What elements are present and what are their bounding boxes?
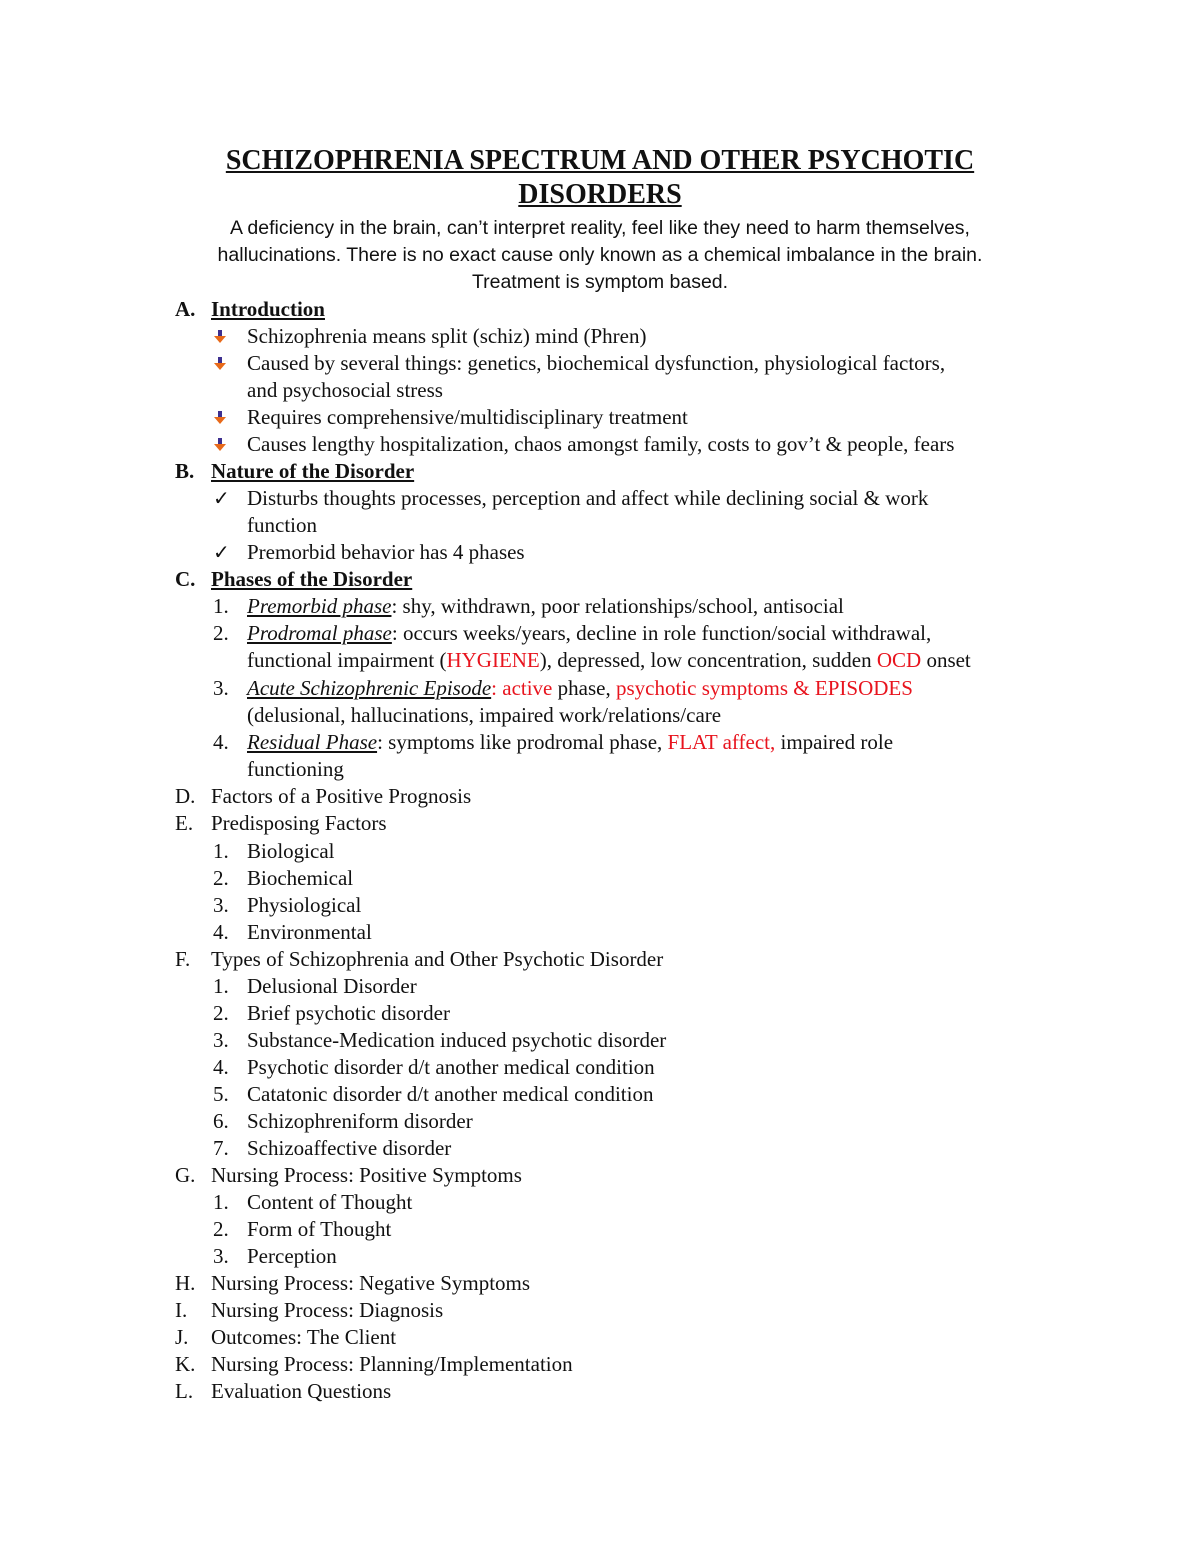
list-item: Schizoaffective disorder <box>247 1136 452 1160</box>
phase-1-name: Premorbid phase <box>247 594 392 618</box>
psychotic-symptoms-highlight: psychotic symptoms & EPISODES <box>615 676 913 700</box>
arrow-down-bullet-icon <box>213 431 227 458</box>
section-heading-prognosis: Factors of a Positive Prognosis <box>211 784 472 808</box>
ocd-highlight: OCD <box>876 648 922 672</box>
section-letter-e: E. <box>175 811 194 835</box>
list-item: Form of Thought <box>247 1217 392 1241</box>
section-heading-nature: Nature of the Disorder <box>211 459 415 483</box>
section-heading-diagnosis: Nursing Process: Diagnosis <box>211 1298 444 1322</box>
list-number: 4. <box>213 1055 229 1079</box>
list-number: 2. <box>213 1001 229 1025</box>
list-number: 3. <box>213 1028 229 1052</box>
phase-4-name: Residual Phase <box>247 730 378 754</box>
section-heading-types: Types of Schizophrenia and Other Psychotic Disorder <box>211 947 664 971</box>
intro-bullet-1: Schizophrenia means split (schiz) mind (Phren) <box>247 324 647 348</box>
list-item: Biochemical <box>247 866 354 890</box>
phase-3-text: phase, <box>552 676 616 700</box>
list-item: Content of Thought <box>247 1190 413 1214</box>
phase-1 <box>247 593 844 620</box>
list-item: Brief psychotic disorder <box>247 1001 450 1025</box>
section-heading-positive-symptoms: Nursing Process: Positive Symptoms <box>211 1163 522 1187</box>
intro-line-3: Treatment is symptom based. <box>471 271 729 293</box>
list-number: 1. <box>213 839 229 863</box>
intro-bullet-2-line-1: Caused by several things: genetics, biochemical dysfunction, physiological factors, <box>247 351 946 375</box>
section-heading-planning: Nursing Process: Planning/Implementation <box>211 1352 573 1376</box>
hygiene-highlight: HYGIENE <box>446 648 540 672</box>
phase-number-2: 2. <box>213 621 229 645</box>
list-number: 3. <box>213 893 229 917</box>
list-item: Schizophreniform disorder <box>247 1109 473 1133</box>
section-letter-i: I. <box>175 1298 188 1322</box>
section-heading-predisposing: Predisposing Factors <box>211 811 387 835</box>
section-heading-introduction: Introduction <box>211 297 325 321</box>
phase-2-text-c: onset <box>921 648 971 672</box>
title-line-1: SCHIZOPHRENIA SPECTRUM AND OTHER PSYCHOTIC <box>225 145 975 176</box>
phase-2-name: Prodromal phase <box>247 621 392 645</box>
phase-4-text-a: : symptoms like prodromal phase, <box>377 730 668 754</box>
list-item: Psychotic disorder d/t another medical condition <box>247 1055 655 1079</box>
list-item: Environmental <box>247 920 372 944</box>
phase-4-line-2: functioning <box>247 757 344 781</box>
phase-3-line-1 <box>247 675 913 702</box>
section-heading-phases: Phases of the Disorder <box>211 567 413 591</box>
list-number: 2. <box>213 1217 229 1241</box>
intro-line-2: hallucinations. There is no exact cause only known as a chemical imbalance in the brain. <box>217 244 983 266</box>
title-line-2: DISORDERS <box>518 179 682 210</box>
phase-3-line-2: (delusional, hallucinations, impaired work/relations/care <box>247 703 722 727</box>
section-letter-b: B. <box>175 459 195 483</box>
section-letter-h: H. <box>175 1271 196 1295</box>
check-icon: ✓ <box>213 540 230 564</box>
intro-bullet-4: Causes lengthy hospitalization, chaos amongst family, costs to gov’t & people, fears <box>247 432 955 456</box>
phase-number-4: 4. <box>213 730 229 754</box>
section-letter-c: C. <box>175 567 196 591</box>
phase-4-text-b: impaired role <box>775 730 894 754</box>
arrow-down-bullet-icon <box>213 404 227 431</box>
section-heading-evaluation: Evaluation Questions <box>211 1379 392 1403</box>
list-number: 7. <box>213 1136 229 1160</box>
nature-bullet-2: Premorbid behavior has 4 phases <box>247 540 525 564</box>
phase-1-description: : shy, withdrawn, poor relationships/school, antisocial <box>391 594 844 618</box>
phase-2-text-b: ), depressed, low concentration, sudden <box>539 648 877 672</box>
arrow-down-bullet-icon <box>213 350 227 377</box>
document-title <box>150 144 1050 212</box>
arrow-down-bullet-icon <box>213 323 227 350</box>
nature-bullet-1-line-2: function <box>247 513 317 537</box>
active-highlight: active <box>497 676 553 700</box>
section-heading-negative-symptoms: Nursing Process: Negative Symptoms <box>211 1271 531 1295</box>
section-letter-d: D. <box>175 784 196 808</box>
phase-number-3: 3. <box>213 676 229 700</box>
phase-4-line-1 <box>247 729 893 756</box>
nature-bullet-1-line-1: Disturbs thoughts processes, perception and affect while declining social & work <box>247 486 929 510</box>
section-heading-outcomes: Outcomes: The Client <box>211 1325 397 1349</box>
list-number: 1. <box>213 1190 229 1214</box>
section-letter-g: G. <box>175 1163 196 1187</box>
list-number: 2. <box>213 866 229 890</box>
intro-line-1: A deficiency in the brain, can’t interpret reality, feel like they need to harm themselves, <box>230 217 970 239</box>
list-number: 4. <box>213 920 229 944</box>
list-item: Biological <box>247 839 335 863</box>
list-item: Physiological <box>247 893 362 917</box>
list-number: 5. <box>213 1082 229 1106</box>
section-letter-f: F. <box>175 947 191 971</box>
list-item: Catatonic disorder d/t another medical condition <box>247 1082 654 1106</box>
phase-3-colon: : <box>491 676 497 700</box>
phase-2-line-1 <box>247 620 931 647</box>
phase-2-text-a: functional impairment ( <box>247 648 447 672</box>
flat-affect-highlight: FLAT affect, <box>667 730 776 754</box>
intro-bullet-3: Requires comprehensive/multidisciplinary treatment <box>247 405 688 429</box>
list-item: Substance-Medication induced psychotic disorder <box>247 1028 667 1052</box>
intro-paragraph <box>150 215 1050 296</box>
phase-2-description: : occurs weeks/years, decline in role function/social withdrawal, <box>391 621 932 645</box>
phase-2-line-2 <box>247 647 971 674</box>
check-icon: ✓ <box>213 486 230 510</box>
list-number: 6. <box>213 1109 229 1133</box>
list-number: 1. <box>213 974 229 998</box>
phase-3-name: Acute Schizophrenic Episode <box>247 676 492 700</box>
section-letter-a: A. <box>175 297 196 321</box>
section-letter-k: K. <box>175 1352 196 1376</box>
list-item: Perception <box>247 1244 337 1268</box>
section-letter-j: J. <box>175 1325 189 1349</box>
list-item: Delusional Disorder <box>247 974 417 998</box>
list-number: 3. <box>213 1244 229 1268</box>
section-letter-l: L. <box>175 1379 194 1403</box>
phase-number-1: 1. <box>213 594 229 618</box>
intro-bullet-2-line-2: and psychosocial stress <box>247 378 443 402</box>
